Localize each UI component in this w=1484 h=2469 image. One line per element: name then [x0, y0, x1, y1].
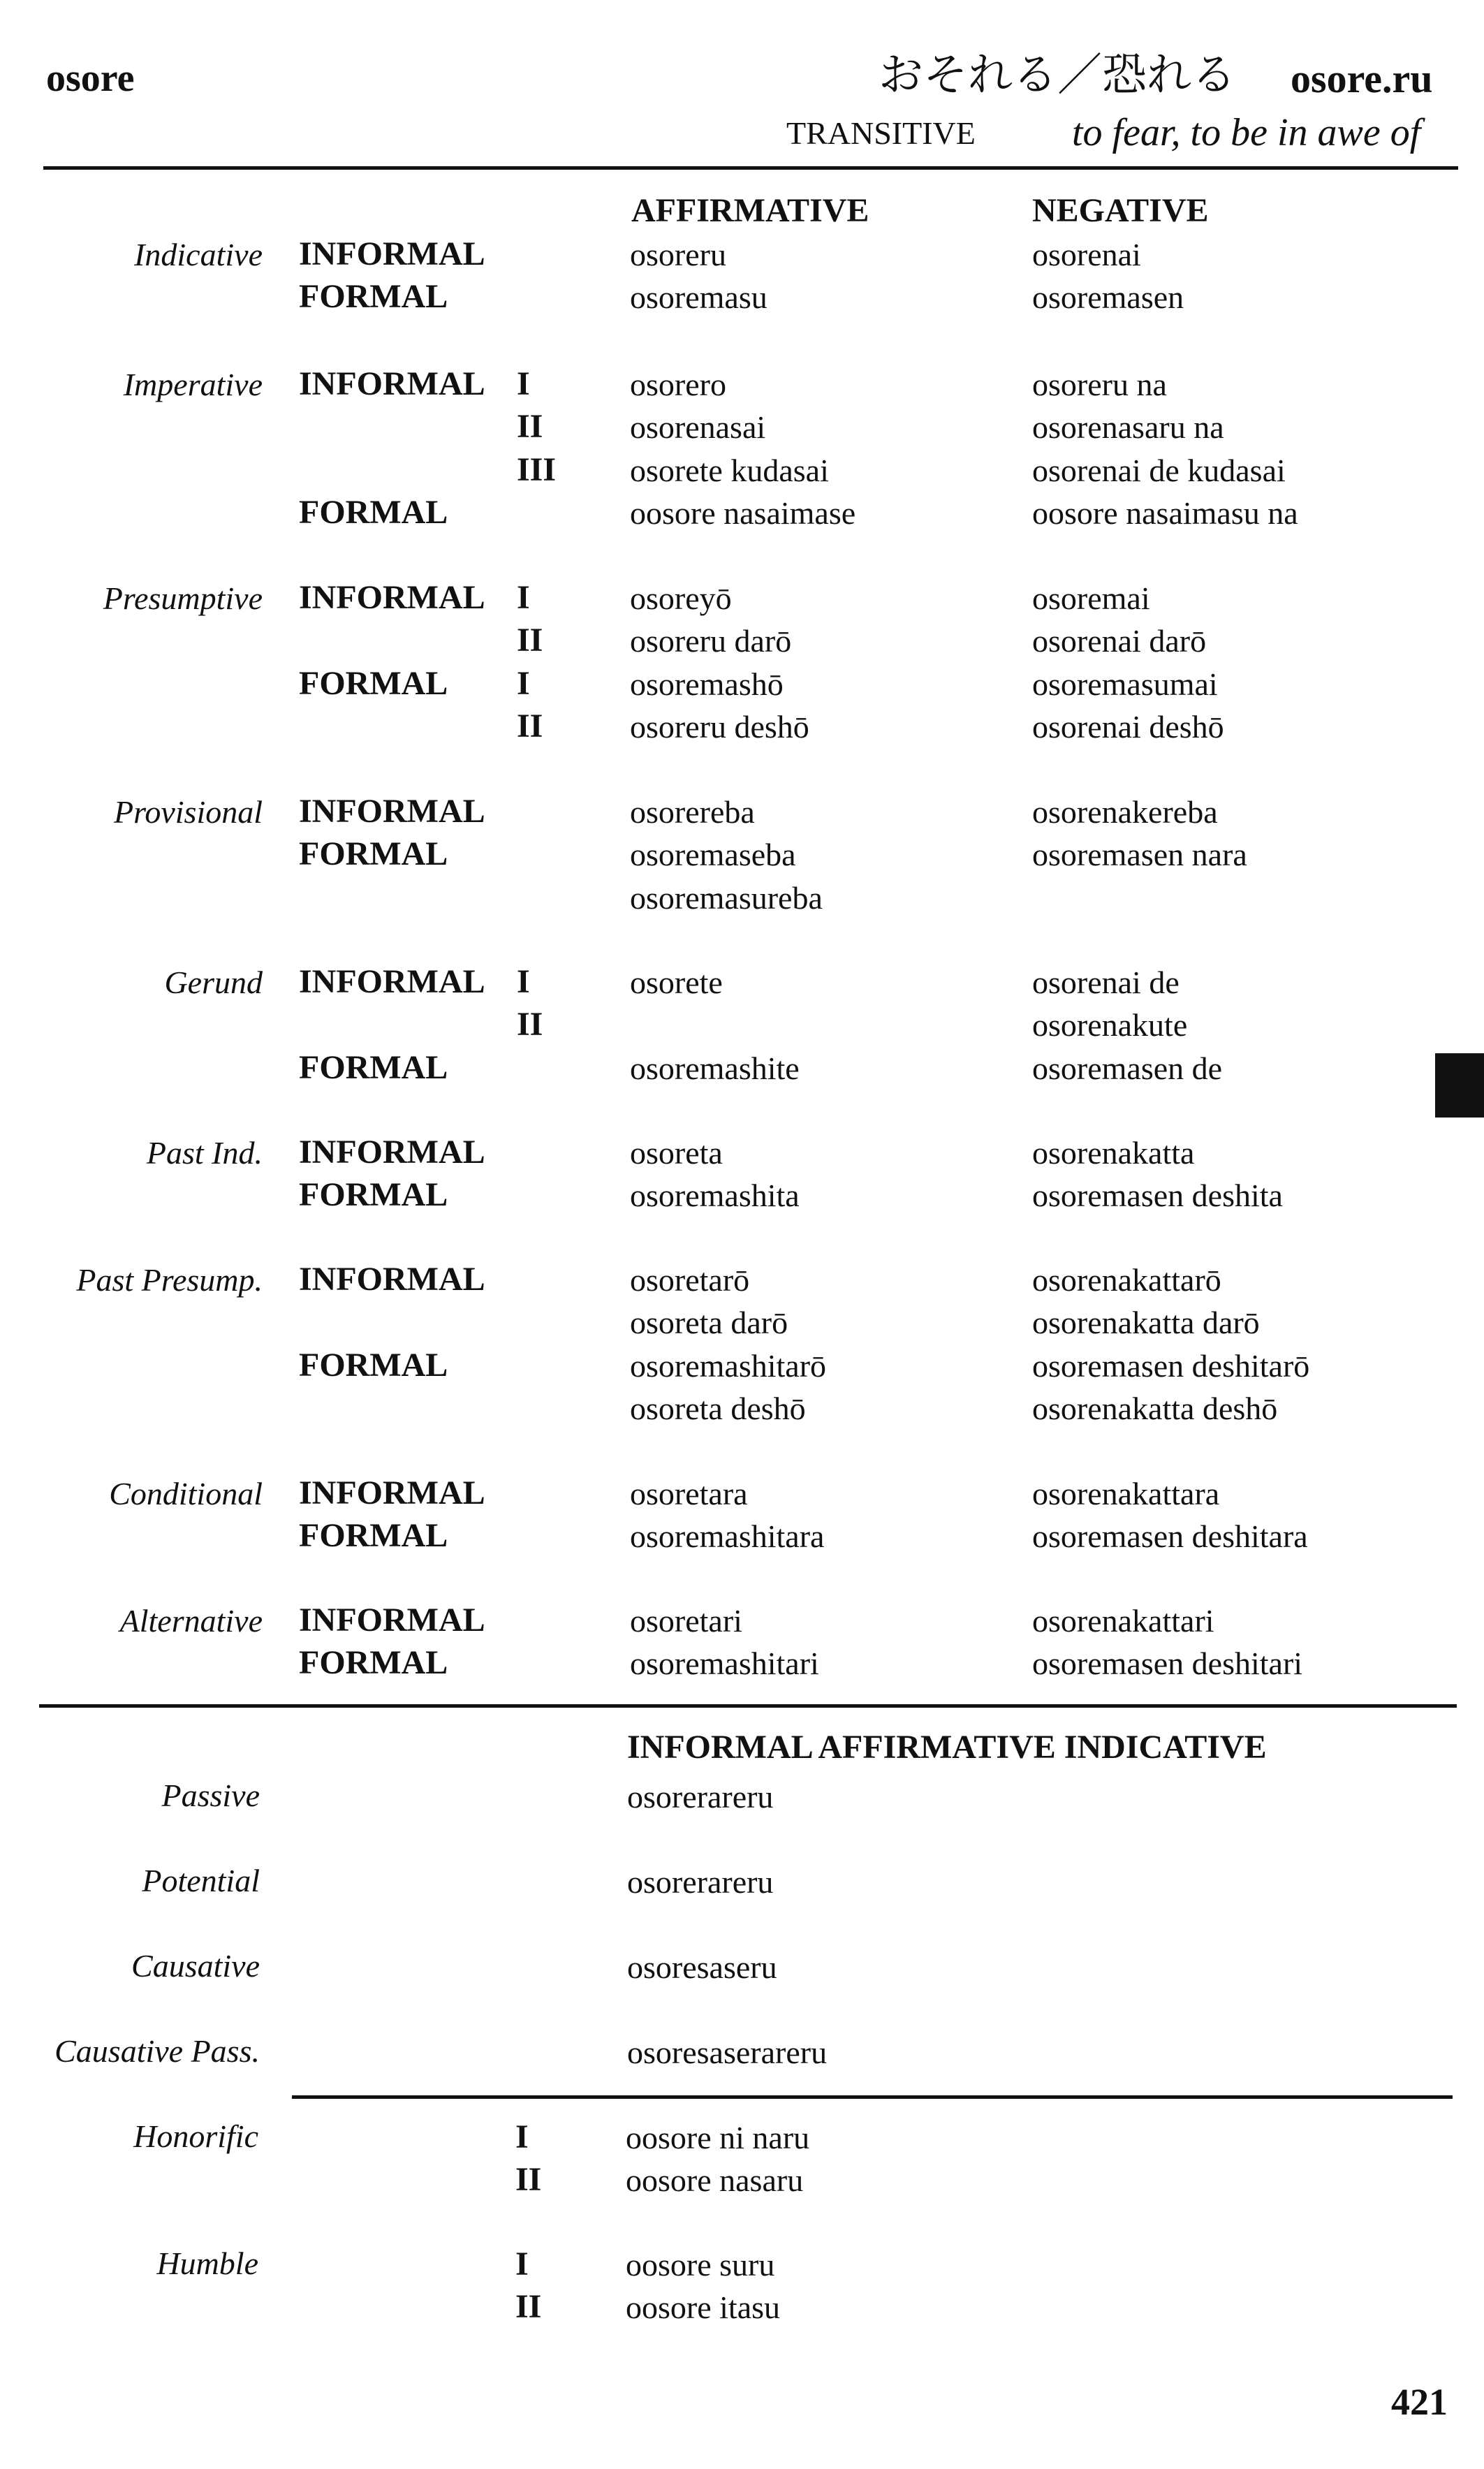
- verb-dictionary-form: osore.ru: [1291, 56, 1433, 101]
- polite-form-value: oosore suru: [626, 2247, 775, 2283]
- polite-form-value: oosore nasaru: [626, 2162, 804, 2198]
- register-label: INFORMAL: [299, 1474, 485, 1511]
- affirmative-form: osoretarō: [630, 1262, 750, 1298]
- level-label: I: [517, 664, 530, 702]
- polite-form-label: Honorific: [133, 2118, 258, 2154]
- affirmative-form: osoremasu: [630, 279, 767, 316]
- affirmative-form: osoremaseba: [630, 837, 796, 873]
- negative-form: osorenai de kudasai: [1032, 452, 1286, 488]
- page-number: 421: [1391, 2381, 1448, 2423]
- affirmative-form: osorenasai: [630, 409, 766, 446]
- affirmative-form: osoreru darō: [630, 623, 792, 659]
- affirmative-form: osoretara: [630, 1476, 748, 1511]
- conjugation-label: Presumptive: [103, 580, 263, 616]
- level-label: I: [517, 579, 530, 616]
- affirmative-form: osorete kudasai: [630, 452, 829, 488]
- negative-form: oosore nasaimasu na: [1032, 494, 1298, 531]
- negative-form: osoremai: [1032, 580, 1150, 616]
- negative-form: osorenai: [1032, 237, 1141, 272]
- thumb-index-tab: [1435, 1053, 1484, 1118]
- polite-form-value: oosore ni naru: [626, 2120, 810, 2155]
- derived-forms-heading: INFORMAL AFFIRMATIVE INDICATIVE: [627, 1729, 1267, 1766]
- conjugation-label: Provisional: [114, 794, 263, 830]
- derived-form-value: osorerareru: [627, 1779, 774, 1815]
- derived-form-value: osoresaseru: [627, 1949, 777, 1985]
- register-label: FORMAL: [299, 664, 448, 702]
- conjugation-label: Past Ind.: [146, 1135, 263, 1171]
- transitivity-label: TRANSITIVE: [786, 115, 976, 151]
- negative-form: osorenakatta: [1032, 1135, 1195, 1171]
- polite-form-value: oosore itasu: [626, 2289, 781, 2325]
- affirmative-form: osoreta: [630, 1135, 723, 1171]
- negative-form: osorenakatta darō: [1032, 1305, 1260, 1341]
- verb-kana-kanji: おそれる／恐れる: [879, 50, 1236, 101]
- conjugation-label: Past Presump.: [76, 1262, 263, 1298]
- affirmative-form: osoremashite: [630, 1050, 800, 1086]
- conjugation-label: Alternative: [119, 1603, 263, 1639]
- register-label: FORMAL: [299, 1176, 448, 1214]
- polite-forms-rule: [292, 2095, 1453, 2099]
- polite-level-label: II: [515, 2161, 542, 2198]
- negative-form: osorenakatta deshō: [1032, 1390, 1278, 1426]
- level-label: II: [517, 408, 543, 446]
- register-label: FORMAL: [299, 1048, 448, 1086]
- negative-form: osoremasen deshita: [1032, 1178, 1283, 1214]
- negative-form: osoremasen: [1032, 279, 1184, 316]
- conjugation-label: Gerund: [164, 965, 263, 1000]
- negative-form: osorenasaru na: [1032, 409, 1224, 446]
- affirmative-column-heading: AFFIRMATIVE: [631, 192, 869, 229]
- affirmative-form: osoreyō: [630, 580, 732, 616]
- register-label: INFORMAL: [299, 793, 485, 830]
- level-label: II: [517, 707, 543, 745]
- level-label: I: [517, 365, 530, 402]
- derived-form-label: Causative: [131, 1948, 260, 1984]
- negative-form: osorenakereba: [1032, 794, 1218, 830]
- register-label: FORMAL: [299, 1644, 448, 1682]
- affirmative-form: osoremashitarō: [630, 1347, 827, 1384]
- negative-form: osoremasen de: [1032, 1050, 1223, 1086]
- affirmative-form: oosore nasaimase: [630, 494, 856, 531]
- register-label: INFORMAL: [299, 963, 485, 1000]
- level-label: III: [517, 450, 557, 488]
- negative-form: osorenakattarō: [1032, 1262, 1221, 1298]
- level-label: II: [517, 622, 543, 659]
- register-label: FORMAL: [299, 1346, 448, 1384]
- header-rule: [43, 166, 1458, 170]
- negative-form: osoremasen deshitari: [1032, 1646, 1303, 1682]
- affirmative-form: osoremashō: [630, 666, 784, 702]
- conjugation-label: Imperative: [123, 367, 263, 402]
- affirmative-form: osoremashitara: [630, 1518, 825, 1555]
- derived-form-value: osorerareru: [627, 1864, 774, 1900]
- polite-form-label: Humble: [156, 2245, 258, 2281]
- negative-form: osoremasen deshitara: [1032, 1518, 1308, 1555]
- negative-form: osoremasen deshitarō: [1032, 1347, 1310, 1384]
- affirmative-form: osoremasureba: [630, 879, 823, 916]
- register-label: INFORMAL: [299, 365, 485, 402]
- conjugation-label: Indicative: [134, 237, 263, 272]
- register-label: INFORMAL: [299, 1261, 485, 1298]
- negative-column-heading: NEGATIVE: [1032, 192, 1209, 229]
- affirmative-form: osoreru deshō: [630, 708, 809, 745]
- polite-level-label: I: [515, 2245, 529, 2283]
- register-label: INFORMAL: [299, 1134, 485, 1171]
- derived-form-label: Causative Pass.: [54, 2033, 260, 2069]
- register-label: FORMAL: [299, 278, 448, 316]
- register-label: INFORMAL: [299, 1602, 485, 1639]
- affirmative-form: osoreta deshō: [630, 1390, 806, 1426]
- affirmative-form: osorero: [630, 367, 726, 402]
- affirmative-form: osoremashita: [630, 1178, 800, 1214]
- negative-form: osoreru na: [1032, 367, 1167, 402]
- conjugation-label: Conditional: [109, 1476, 263, 1511]
- derived-form-label: Potential: [142, 1863, 260, 1898]
- affirmative-form: osoreta darō: [630, 1305, 788, 1341]
- verb-meaning: to fear, to be in awe of: [1072, 111, 1421, 154]
- negative-form: osorenai deshō: [1032, 708, 1224, 745]
- negative-form: osoremasumai: [1032, 666, 1218, 702]
- verb-short-title: osore: [46, 57, 135, 100]
- affirmative-form: osoremashitari: [630, 1646, 819, 1682]
- affirmative-form: osorete: [630, 965, 723, 1000]
- register-label: FORMAL: [299, 835, 448, 873]
- register-label: FORMAL: [299, 493, 448, 531]
- negative-form: osorenai de: [1032, 965, 1180, 1000]
- level-label: II: [517, 1006, 543, 1043]
- negative-form: osoremasen nara: [1032, 837, 1247, 873]
- negative-form: osorenakattari: [1032, 1603, 1214, 1639]
- register-label: INFORMAL: [299, 579, 485, 616]
- affirmative-form: osorereba: [630, 794, 755, 830]
- affirmative-form: osoreru: [630, 237, 726, 272]
- affirmative-form: osoretari: [630, 1603, 742, 1639]
- derived-form-value: osoresaserareru: [627, 2035, 828, 2070]
- negative-form: osorenai darō: [1032, 623, 1207, 659]
- level-label: I: [517, 963, 530, 1000]
- register-label: INFORMAL: [299, 235, 485, 272]
- negative-form: osorenakute: [1032, 1007, 1188, 1043]
- derived-form-label: Passive: [161, 1778, 260, 1813]
- polite-level-label: I: [515, 2118, 529, 2155]
- negative-form: osorenakattara: [1032, 1476, 1220, 1511]
- section-rule: [39, 1704, 1457, 1708]
- polite-level-label: II: [515, 2288, 542, 2325]
- register-label: FORMAL: [299, 1517, 448, 1555]
